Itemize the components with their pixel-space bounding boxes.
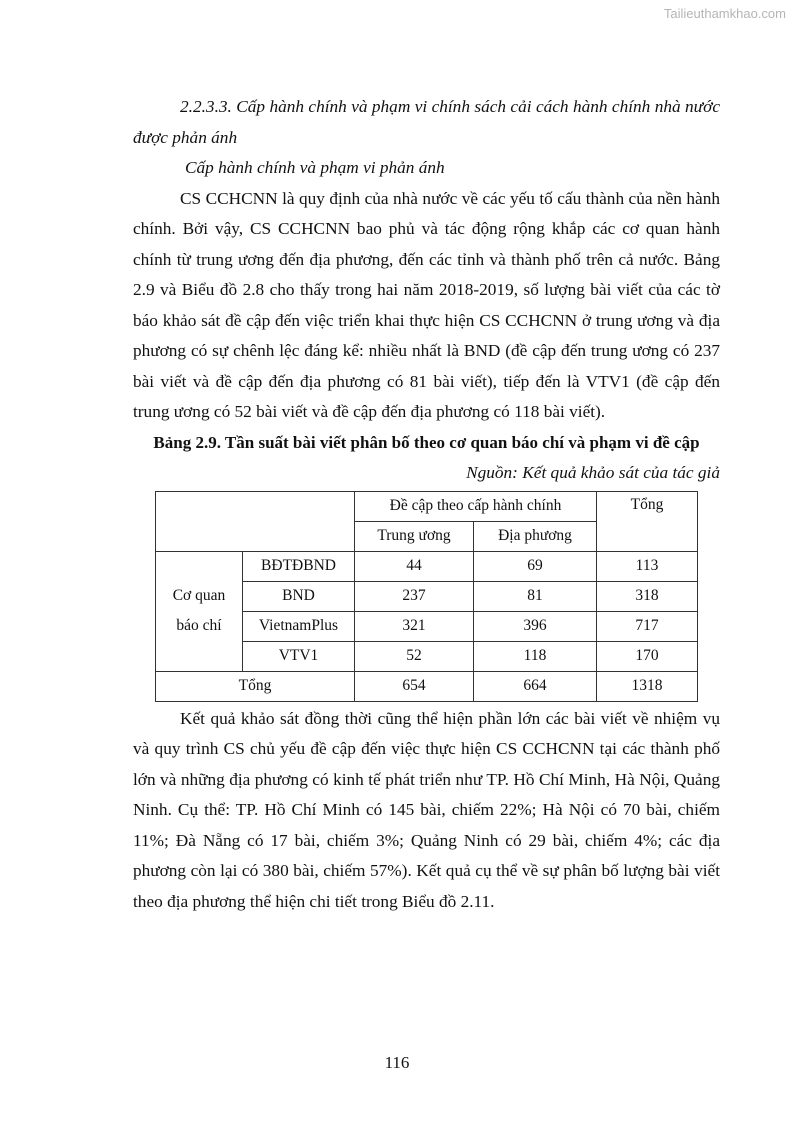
- table-caption: Bảng 2.9. Tần suất bài viết phân bố theo cơ quan báo chí và phạm vi đề cập: [153, 432, 700, 452]
- table-cell-total: 170: [597, 641, 698, 671]
- table-cell-name: BND: [243, 581, 355, 611]
- table-local-header: Địa phương: [474, 521, 597, 551]
- row-group-label-line1: Cơ quan: [172, 587, 226, 604]
- table-cell-local: 69: [474, 551, 597, 581]
- table-cell-name: VietnamPlus: [243, 611, 355, 641]
- frequency-table: [155, 491, 698, 702]
- paragraph-2: Kết quả khảo sát đồng thời cũng thể hiện phần lớn các bài viết về nhiệm vụ và quy trình CS chủ yếu đề cập đến việc thực hiện CS CCHCNN tại các thành phố lớn và những địa phương có kinh tế phát triển như TP. Hồ Chí Minh, Hà Nội, Quảng Ninh. Cụ thể: TP. Hồ Chí Minh có 145 bài, chiếm 22%; Hà Nội có 70 bài, chiếm 11%; Đà Nẵng có 17 bài, chiếm 3%; Quảng Ninh có 29 bài, chiếm 4%; các địa phương còn lại có 380 bài, chiếm 57%). Kết quả cụ thể về sự phân bố lượng bài viết theo địa phương thể hiện chi tiết trong Biểu đồ 2.11.: [133, 708, 720, 911]
- table-total-grand: 1318: [597, 671, 698, 701]
- page-number: 116: [384, 1053, 410, 1072]
- table-row-group-label: [156, 551, 243, 671]
- table-cell-local: 81: [474, 581, 597, 611]
- table-total-header: Tổng: [597, 491, 698, 551]
- table-total-central: 654: [355, 671, 474, 701]
- table-row: [156, 551, 698, 581]
- table-cell-name: VTV1: [243, 641, 355, 671]
- watermark: Tailieuthamkhao.com: [663, 6, 786, 21]
- table-corner-cell: [156, 491, 355, 551]
- subheading: Cấp hành chính và phạm vi phản ánh: [185, 158, 445, 177]
- table-cell-name: BĐTĐBND: [243, 551, 355, 581]
- table-cell-central: 52: [355, 641, 474, 671]
- table-cell-central: 321: [355, 611, 474, 641]
- table-cell-local: 118: [474, 641, 597, 671]
- table-source: Nguồn: Kết quả khảo sát của tác giả: [466, 463, 720, 482]
- table-cell-total: 318: [597, 581, 698, 611]
- table-header-row: [156, 491, 698, 521]
- table-total-row: [156, 671, 698, 701]
- table-total-local: 664: [474, 671, 597, 701]
- section-heading: 2.2.3.3. Cấp hành chính và phạm vi chính sách cải cách hành chính nhà nước được phản ánh: [133, 97, 720, 147]
- paragraph-1: CS CCHCNN là quy định của nhà nước về các yếu tố cấu thành của nền hành chính. Bởi vậy, CS CCHCNN bao phủ và tác động rộng khắp các cơ quan hành chính từ trung ương đến địa phương, đến các tỉnh và thành phố trên cả nước. Bảng 2.9 và Biểu đồ 2.8 cho thấy trong hai năm 2018-2019, số lượng bài viết của các tờ báo khảo sát đề cập đến việc triển khai thực hiện CS CCHCNN ở trung ương và địa phương có sự chênh lệc đáng kể: nhiều nhất là BND (đề cập đến trung ương có 237 bài viết và đề cập đến địa phương có 81 bài viết), tiếp đến là VTV1 (đề cập đến trung ương có 52 bài viết và đề cập đến địa phương có 118 bài viết).: [133, 188, 720, 421]
- table-group-header: Đề cập theo cấp hành chính: [355, 491, 597, 521]
- table-cell-total: 113: [597, 551, 698, 581]
- table-cell-central: 44: [355, 551, 474, 581]
- table-total-label: Tổng: [156, 671, 355, 701]
- table-cell-central: 237: [355, 581, 474, 611]
- table-cell-total: 717: [597, 611, 698, 641]
- table-central-header: Trung ương: [355, 521, 474, 551]
- table-cell-local: 396: [474, 611, 597, 641]
- row-group-label-line2: báo chí: [176, 617, 222, 634]
- page-content: [133, 92, 720, 917]
